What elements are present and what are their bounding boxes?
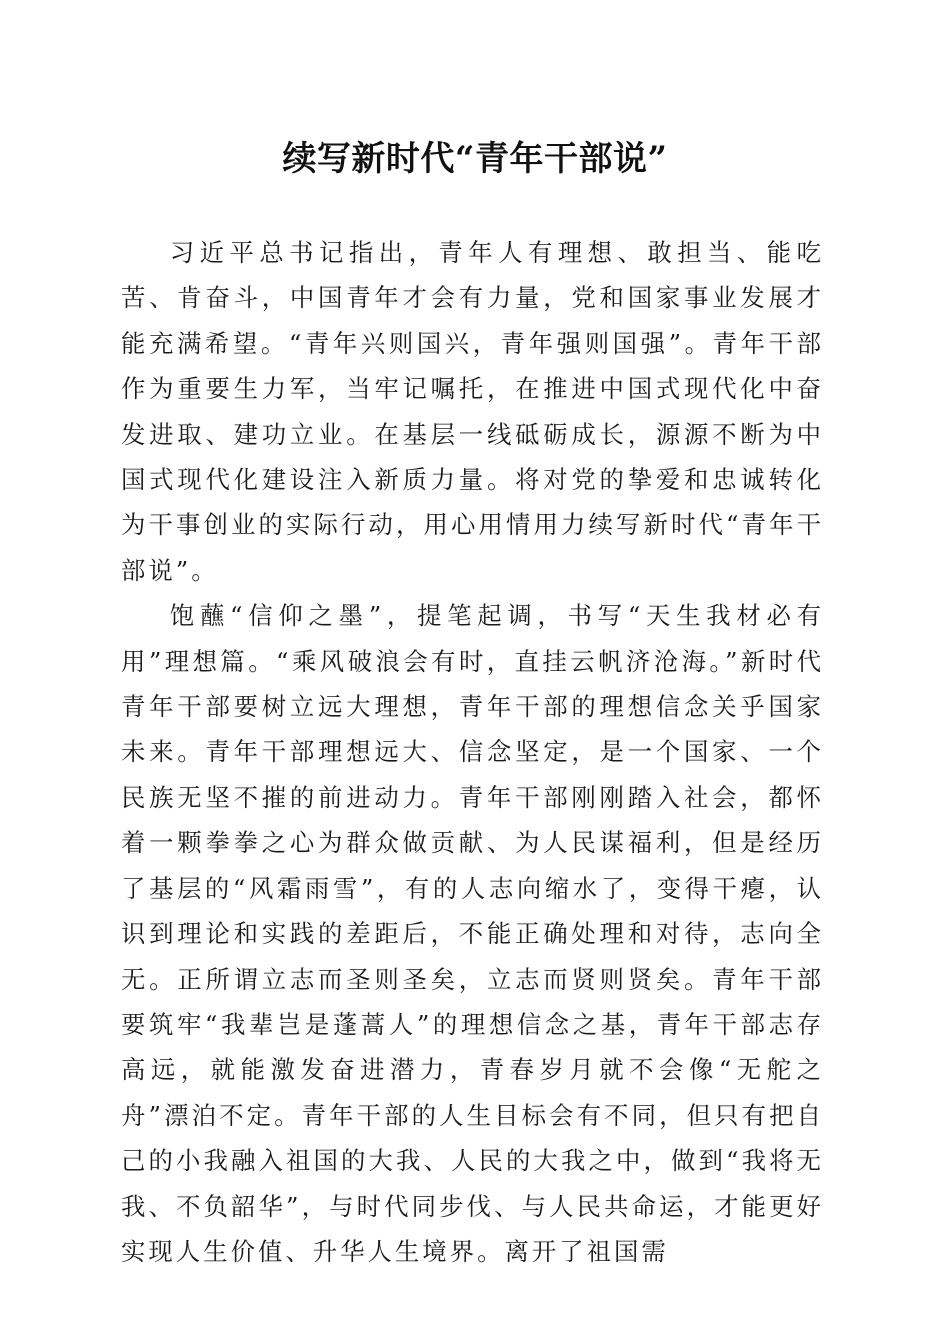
paragraph-2: 饱蘸“信仰之墨”，提笔起调，书写“天生我材必有用”理想篇。“乘风破浪会有时，直挂云帆济沧海。”新时代青年干部要树立远大理想，青年干部的理想信念关乎国家未来。青年干部理想远大、信念坚定，是一个国家、一个民族无坚不摧的前进动力。青年干部刚刚踏入社会，都怀着一颗拳拳之心为群众做贡献、为人民谋福利，但是经历了基层的“风霜雨雪”，有的人志向缩水了，变得干瘪，认识到理论和实践的差距后，不能正确处理和对待，志向全无。正所谓立志而圣则圣矣，立志而贤则贤矣。青年干部要筑牢“我辈岂是蓬蒿人”的理想信念之基，青年干部志存高远，就能激发奋进潜力，青春岁月就不会像“无舵之舟”漂泊不定。青年干部的人生目标会有不同，但只有把自己的小我融入祖国的大我、人民的大我之中，做到“我将无我、不负韶华”，与时代同步伐、与人民共命运，才能更好实现人生价值、升华人生境界。离开了祖国需 [121,601,824,1266]
document-body [121,230,824,1274]
document-title: 续写新时代“青年干部说” [282,139,668,179]
paragraph-1: 习近平总书记指出，青年人有理想、敢担当、能吃苦、肯奋斗，中国青年才会有力量，党和国家事业发展才能充满希望。“青年兴则国兴，青年强则国强”。青年干部作为重要生力军，当牢记嘱托，在推进中国式现代化中奋发进取、建功立业。在基层一线砥砺成长，源源不断为中国式现代化建设注入新质力量。将对党的挚爱和忠诚转化为干事创业的实际行动，用心用情用力续写新时代“青年干部说”。 [121,238,824,585]
